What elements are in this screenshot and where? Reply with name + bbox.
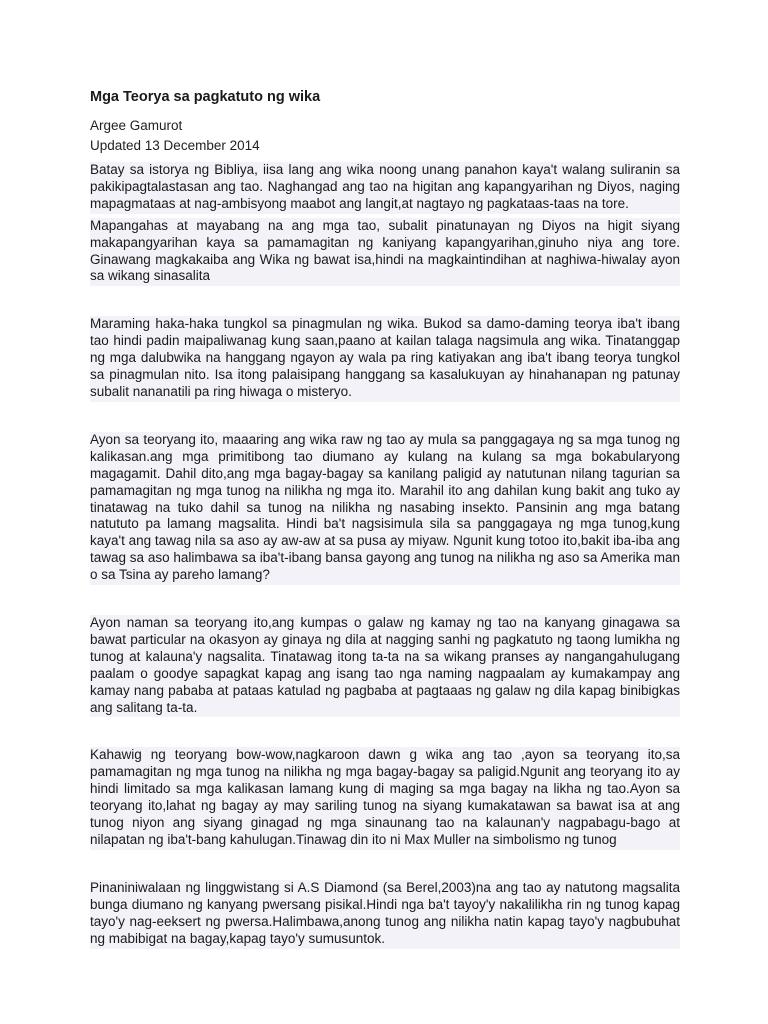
updated-date: Updated 13 December 2014: [90, 138, 260, 153]
paragraph-spacer: [90, 589, 680, 615]
paragraph-1: Batay sa istorya ng Bibliya, iisa lang ang wika noong unang panahon kaya't walang suliranin sa pakikipagtalastasan ang tao. Naghangad ang tao na higitan ang kapangyarihan ng Diyos, naging mapagmataas at nag-ambisyong maabot ang langit,at nagtayo ng pagkataas-taas na tore.: [90, 162, 680, 214]
paragraph-5: Ayon naman sa teoryang ito,ang kumpas o galaw ng kamay ng tao na kanyang ginagawa sa bawat particular na okasyon ay ginaya ng dila at nagging sanhi ng pagkatuto ng taong lumikha ng tunog at kalauna'y nagsalita. Tinatawag itong ta-ta na sa wikang pranses ay nangangahulugang paalam o goodye sapagkat kapag ang isang tao nga naming nagpaalam ay kumakampay ang kamay nang pababa at pataas katulad ng pagbaba at pagtaaas ng galaw ng dila kapag binibigkas ang salitang ta-ta.: [90, 615, 680, 717]
paragraph-spacer: [90, 721, 680, 747]
paragraph-4: Ayon sa teoryang ito, maaaring ang wika raw ng tao ay mula sa panggagaya ng sa mga tunog ng kalikasan.ang mga primitibong tao diumano ay kulang na kulang sa mga bokabularyong magagamit. Dahil dito,ang mga bagay-bagay sa kanilang paligid ay natutunan nilang tagurian sa pamamagitan ng mga tunog na nilikha ng mga ito. Marahil ito ang dahilan kung bakit ang tuko ay tinatawag na tuko dahil sa tunog na nilikha ng nasabing insekto. Pansinin ang mga batang natututo pa lamang magsalita. Hindi ba't nagsisimula sila sa panggagaya ng mga tunog,kung kaya't ang tawag nila sa aso ay aw-aw at sa pusa ay miyaw. Ngunit kung totoo ito,bakit iba-iba ang tawag sa aso halimbawa sa iba't-ibang bansa gayong ang tunog na nilikha ng aso sa Amerika man o sa Tsina ay pareho lamang?: [90, 432, 680, 585]
paragraph-2: Mapangahas at mayabang na ang mga tao, subalit pinatunayan ng Diyos na higit siyang makapangyarihan kaya sa pamamagitan ng kaniyang kapangyarihan,ginuho niya ang tore. Ginawang magkakaiba ang Wika ng bawat isa,hindi na magkaintindihan at naghiwa-hiwalay ayon sa wikang sinasalita: [90, 218, 680, 287]
paragraph-spacer: [90, 406, 680, 432]
author-name: Argee Gamurot: [90, 118, 183, 133]
paragraph-spacer: [90, 290, 680, 316]
document-page: [90, 88, 680, 953]
paragraph-3: Maraming haka-haka tungkol sa pinagmulan ng wika. Bukod sa damo-daming teorya iba't ibang tao hindi padin maipaliwanag kung saan,paano at kailan talaga nagsimula ang wika. Tinatanggap ng mga dalubwika na hanggang ngayon ay wala pa ring katiyakan ang iba't ibang teorya tungkol sa pinagmulan nito. Isa itong palaisipang hanggang sa kasalukuyan ay hinahanapan ng patunay subalit nananatili pa ring hiwaga o misteryo.: [90, 316, 680, 402]
document-title: Mga Teorya sa pagkatuto ng wika: [90, 89, 321, 105]
paragraph-6: Kahawig ng teoryang bow-wow,nagkaroon dawn g wika ang tao ,ayon sa teoryang ito,sa pamamagitan ng mga tunog na nilikha ng mga bagay-bagay sa paligid.Ngunit ang teoryang ito ay hindi limitado sa mga kalikasan lamang kung di maging sa mga bagay na likha ng tao.Ayon sa teoryang ito,lahat ng bagay ay may sariling tunog na siyang kumakatawan sa bawat isa at ang tunog niyon ang siyang ginagad ng mga sinaunang tao na kalaunan'y nagpabagu-bago at nilapatan ng iba't-bang kahulugan.Tinawag din ito ni Max Muller na simbolismo ng tunog: [90, 747, 680, 849]
paragraph-7: Pinaniniwalaan ng linggwistang si A.S Diamond (sa Berel,2003)na ang tao ay natutong magsalita bunga diumano ng kanyang pwersang pisikal.Hindi nga ba't tayoy'y nakalilikha rin ng tunog kapag tayo'y nag-eeksert ng pwersa.Halimbawa,anong tunog ang nilikha natin kapag tayo'y nagbubuhat ng mabibigat na bagay,kapag tayo'y sumusuntok.: [90, 880, 680, 949]
paragraph-spacer: [90, 854, 680, 880]
